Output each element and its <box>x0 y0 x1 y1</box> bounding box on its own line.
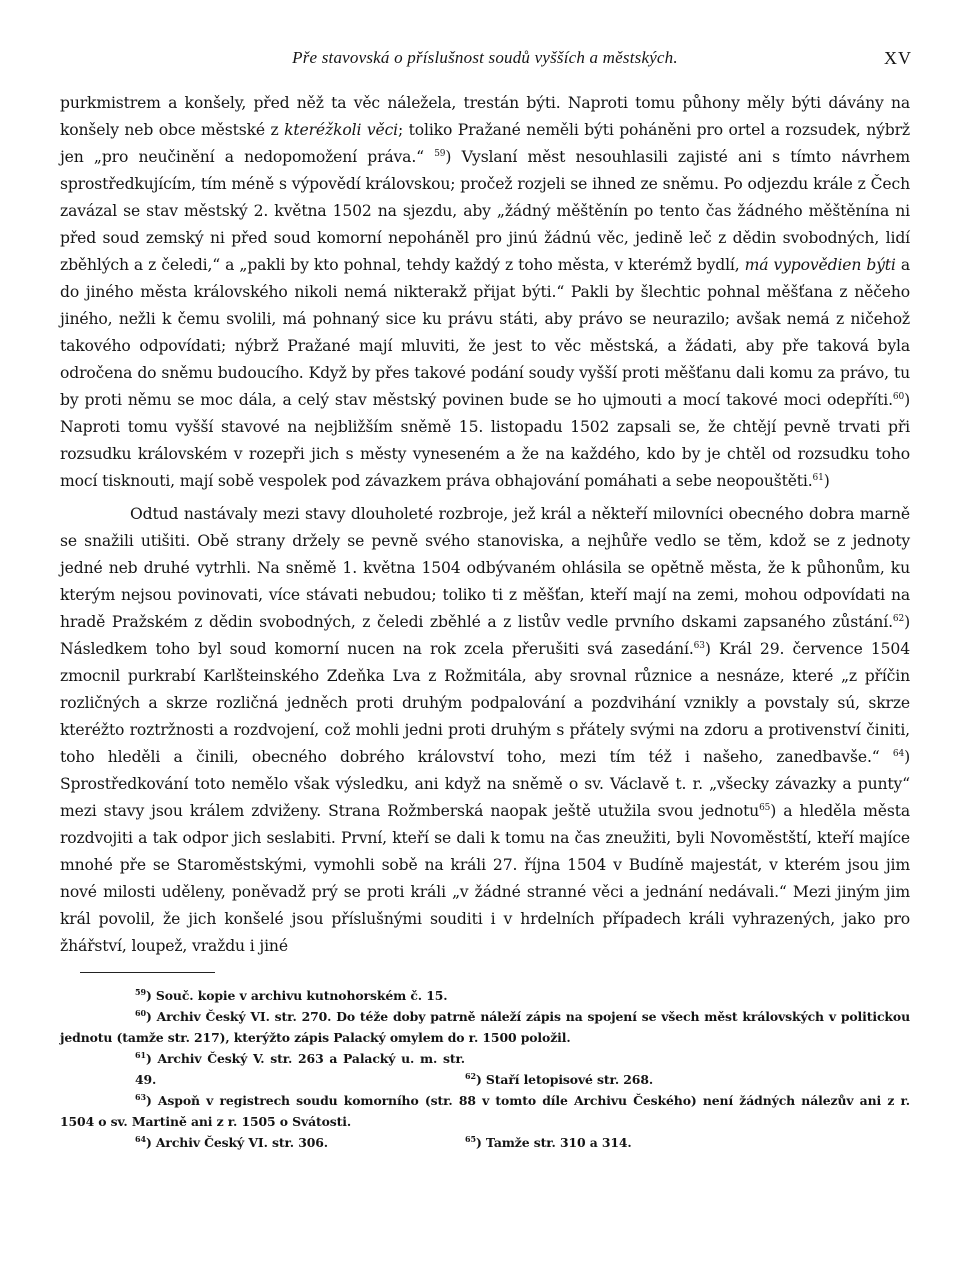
footnote-label: $^{61}$) <box>135 1050 158 1066</box>
text-run: a do jiného města královského nikoli nemá nikterakž přijat býti.“ Pakli by šlechtic pohnal měšťana z něčeho jiného, nežli k čemu svolili, má pohnaný sice ku právu státi, aby právo se neurazilo; avšak nemá z ničehož takového odpovídati; nýbrž Pražané mají mluviti, že jest to věc městská, a žádati, aby pře taková byla odročena do sněmu budoucího. Když by přes takové podání soudy vyšší proti měšťanu dali komu za právo, tu by proti němu se moc dála, a celý stav městský povinen bude se ho ujmouti a mocí takové moci odepříti. <box>60 256 910 409</box>
footnote-text: Archiv Český VI. str. 306. <box>155 1135 328 1150</box>
footnote-label: $^{64}$) <box>135 1134 156 1150</box>
footnote-label: $^{65}$) <box>465 1134 486 1150</box>
emphasis-text: má vypovědien býti <box>744 256 896 274</box>
footnote-text: Archiv Český V. str. 263 a Palacký u. m. str. 49. <box>135 1051 465 1087</box>
text-run: ) Vyslaní měst nesouhlasili zajisté ani s tímto návrhem sprostředkujícím, tím méně s výpovědí královskou; pročež rozjeli se ihned ze sněmu. Po odjezdu krále z Čech zavázal se stav městský 2. května 1502 na sjezdu, aby „žádný měštěnín po tento čas žádného měštěnína ni před soud zemský ni před soud komorní nepoháněl pro jinú žádnú věc, jedině leč z dědin svobodných, lidí zběhlých a z čeledi,“ a „pakli by kto pohnal, tehdy každý z toho města, v kterémž bydlí, <box>60 148 911 274</box>
footnotes <box>60 972 910 1153</box>
footnote-ref: 61 <box>812 473 824 483</box>
page-number: XV <box>884 48 912 68</box>
text-run: ) a hleděla města rozdvojiti a tak odpor jich seslabiti. První, kteří se dali k tomu na čas zneužiti, byli Novoměstští, kteří majíce mnohé pře se Staroměstskými, vymohli sobě na králi 27. října 1504 v Budíně majestát, v kterém jsou jim nové milosti uděleny, poněvadž prý se proti králi „v žádné stranné věci a jednání nedávali.“ Mezi jiným jim král povolil, že jich konšelé jsou příslušnými souditi i v hrdelních případech králi vyhrazených, jako pro žhářství, loupež, vraždu i jiné <box>60 802 910 955</box>
footnote-rule <box>80 972 215 973</box>
text-run: purkmistrem a konšely, před něž ta věc náležela, trestán býti. Naproti tomu půhony měly býti dávány na konšely neb obce městské z <box>60 94 910 139</box>
footnote-item <box>135 1048 465 1090</box>
footnote-label: $^{63}$) <box>135 1092 158 1108</box>
text-run: ) Král 29. července 1504 zmocnil purkrabí Karlšteinského Zdeňka Lva z Rožmitála, aby srovnal různice a nesnáze, které „z příčin rozličných a skrze rozličná jedněch proti druhým podpalování a pozdvihání vznikly a povstaly sú, skrze kteréžto roztržnosti a rozdvojení, což mohli jedni proti druhým s přátely svými na zdoru a protivenství činiti, toho hleděli a činili, obecného dobrého království toho, mezi tím též i našeho, zanedbavše.“ <box>60 640 910 766</box>
footnote <box>60 1048 910 1090</box>
footnote-label: $^{62}$) <box>465 1071 486 1087</box>
footnote-label: $^{59}$) <box>135 987 156 1003</box>
emphasis-text: kteréžkoli věci <box>284 121 398 139</box>
footnote-text: Tamže str. 310 a 314. <box>485 1135 632 1150</box>
footnote-ref: 59 <box>434 149 446 159</box>
footnote-ref: 62 <box>892 614 905 624</box>
footnote-text: Staří letopisové str. 268. <box>485 1072 654 1087</box>
text-run: ) Následkem toho byl soud komorní nucen na rok zcela přerušiti svá zasedání. <box>60 613 910 658</box>
footnote-text: Archiv Český VI. str. 270. Do téže doby patrně náleží zápis na spojení se všech měst královských v politickou jednotu (tamže str. 217), kterýžto zápis Palacký omylem do r. 1500 položil. <box>60 1009 910 1045</box>
book-page <box>60 46 910 1153</box>
footnote-number: 59 <box>135 987 146 997</box>
footnote-number: 65 <box>465 1134 476 1144</box>
footnote-ref: 60 <box>892 392 905 402</box>
footnote-item <box>465 1135 632 1150</box>
text-run: ; toliko Pražané neměli býti poháněni pro ortel a rozsudek, nýbrž jen „pro neučinění a nedopomožení práva.“ <box>60 121 910 166</box>
footnote-number: 63 <box>135 1092 146 1102</box>
text-run: ) <box>823 472 830 490</box>
body-text <box>60 90 910 960</box>
running-head <box>60 46 910 80</box>
paragraph <box>60 501 910 960</box>
footnote <box>60 1006 910 1048</box>
footnote-label: $^{60}$) <box>135 1008 157 1024</box>
footnote-text: Aspoň v registrech soudu komorního (str. 88 v tomto díle Archivu Českého) není žádných nálezův ani z r. 1504 o sv. Martině ani z r. 1505 o Svátosti. <box>60 1093 910 1129</box>
footnote-text: Souč. kopie v archivu kutnohorském č. 15. <box>155 988 448 1003</box>
footnote-ref: 63 <box>693 641 705 651</box>
footnote-number: 64 <box>135 1134 146 1144</box>
footnote-item <box>135 1132 465 1153</box>
running-title: Pře stavovská o příslušnost soudů vyšších a městských. <box>292 48 678 67</box>
footnote-number: 61 <box>135 1050 146 1060</box>
footnote-number: 60 <box>135 1008 146 1018</box>
footnote-ref: 65 <box>759 803 771 813</box>
footnote-list <box>60 985 910 1153</box>
footnote-ref: 64 <box>892 749 905 759</box>
footnote-item <box>465 1072 653 1087</box>
text-run: ) Naproti tomu vyšší stavové na nejbližším sněmě 15. listopadu 1502 zapsali se, že chtějí pevně trvati při rozsudku královském v rozepři jich s městy vyneseném a že na každého, kdo by je chtěl od rozsudku toho mocí tisknouti, mají sobě vespolek pod závazkem práva obhajování pomáhati a sebe neopouštěti. <box>60 391 910 490</box>
footnote <box>60 985 910 1006</box>
footnote-number: 62 <box>465 1071 476 1081</box>
text-run: Odtud nastávaly mezi stavy dlouholeté rozbroje, jež král a někteří milovníci obecného dobra marně se snažili utišiti. Obě strany držely se pevně svého stanoviska, a nejhůře vedlo se těm, kdož se z jednoty jedné neb druhé vytrhli. Na sněmě 1. května 1504 odbývaném ohlásila se opětně města, že k půhonům, ku kterým nejsou povinovati, více stávati nebudou; toliko ti z měšťan, kteří mají na zemi, mohou odpovídati na hradě Pražském z dědin svobodných, z čeledi zběhlé a z listův vedle prvního dskami zapsaného zůstání. <box>60 505 910 631</box>
footnote <box>60 1132 910 1153</box>
text-run: ) Sprostředkování toto nemělo však výsledku, ani když na sněmě o sv. Václavě t. r. „všecky závazky a punty“ mezi stavy jsou králem zdviženy. Strana Rožmberská naopak ještě utužila svou jednotu <box>60 748 910 820</box>
footnote <box>60 1090 910 1132</box>
paragraph <box>60 90 910 495</box>
